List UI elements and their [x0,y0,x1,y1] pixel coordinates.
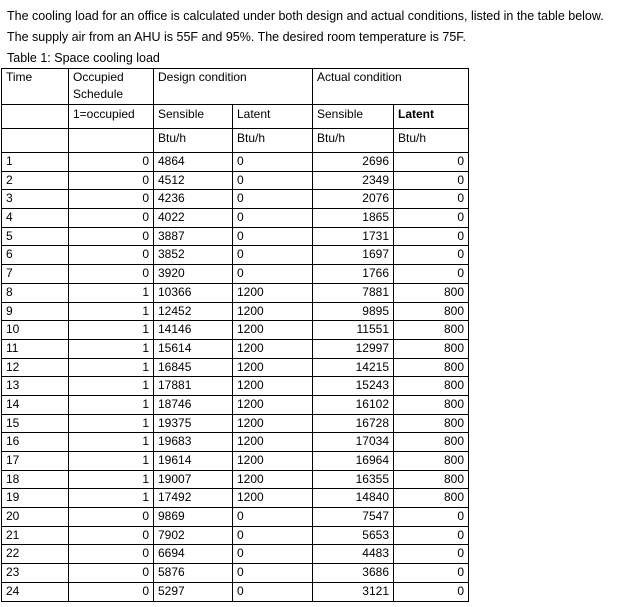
cell-actual-latent: 0 [394,564,469,583]
cell-design-latent: 0 [233,171,313,190]
cell-design-latent: 0 [233,153,313,172]
cell-design-latent: 1200 [233,452,313,471]
cell-time: 16 [2,433,69,452]
cell-actual-latent: 800 [394,302,469,321]
cell-actual-sensible: 5653 [313,526,394,545]
cell-actual-sensible: 16355 [313,470,394,489]
cell-occupied: 0 [69,227,154,246]
cell-time: 7 [2,265,69,284]
header-occupied-line1: Occupied [73,70,124,84]
cell-occupied: 1 [69,302,154,321]
cell-design-sensible: 3887 [154,227,233,246]
header-design-condition: Design condition [154,69,313,105]
cell-design-latent: 0 [233,190,313,209]
cell-time: 12 [2,358,69,377]
cell-actual-sensible: 14840 [313,489,394,508]
table-row [2,377,469,396]
cell-design-sensible: 4512 [154,171,233,190]
cell-occupied: 1 [69,489,154,508]
cell-design-latent: 1200 [233,302,313,321]
cell-actual-latent: 800 [394,283,469,302]
cell-design-latent: 1200 [233,395,313,414]
header-occupied [69,69,154,105]
table-row [2,489,469,508]
cell-design-latent: 1200 [233,377,313,396]
header-design-sensible: Sensible [154,105,233,129]
cell-actual-latent: 0 [394,582,469,601]
cell-design-sensible: 19614 [154,452,233,471]
cell-actual-latent: 800 [394,489,469,508]
header-actual-latent: Latent [394,105,469,129]
cell-occupied: 1 [69,283,154,302]
cell-occupied: 0 [69,171,154,190]
cell-occupied: 1 [69,433,154,452]
cell-occupied: 0 [69,190,154,209]
cell-occupied: 0 [69,265,154,284]
cell-design-sensible: 15614 [154,339,233,358]
table-row [2,452,469,471]
cell-time: 18 [2,470,69,489]
cell-design-sensible: 3920 [154,265,233,284]
cell-actual-sensible: 2349 [313,171,394,190]
cell-actual-sensible: 2696 [313,153,394,172]
table-row [2,526,469,545]
cell-time: 4 [2,209,69,228]
cell-design-latent: 0 [233,227,313,246]
table-row [2,582,469,601]
cell-actual-sensible: 1731 [313,227,394,246]
cell-actual-sensible: 4483 [313,545,394,564]
cell-actual-sensible: 7547 [313,508,394,527]
header-row-2 [2,105,469,129]
header-occupied-line2: Schedule [73,87,124,101]
header-occupied-blank [69,129,154,153]
cell-occupied: 0 [69,246,154,265]
header-time: Time [2,69,69,105]
cell-actual-sensible: 1766 [313,265,394,284]
cell-actual-latent: 0 [394,171,469,190]
cell-design-sensible: 9869 [154,508,233,527]
cell-design-sensible: 19683 [154,433,233,452]
table-row [2,321,469,340]
cell-design-latent: 0 [233,508,313,527]
cell-design-latent: 1200 [233,470,313,489]
cell-occupied: 1 [69,395,154,414]
cell-actual-sensible: 1865 [313,209,394,228]
cell-occupied: 1 [69,339,154,358]
cell-design-sensible: 7902 [154,526,233,545]
table-row [2,283,469,302]
cell-design-latent: 0 [233,526,313,545]
cell-design-latent: 1200 [233,321,313,340]
cell-design-latent: 0 [233,246,313,265]
header-occupied-note: 1=occupied [69,105,154,129]
cell-design-sensible: 4022 [154,209,233,228]
cell-actual-latent: 800 [394,321,469,340]
cell-time: 19 [2,489,69,508]
header-row-3 [2,129,469,153]
cell-occupied: 0 [69,526,154,545]
cell-actual-sensible: 9895 [313,302,394,321]
cell-actual-sensible: 3686 [313,564,394,583]
table-row [2,358,469,377]
table-row [2,339,469,358]
table-row [2,227,469,246]
cell-actual-sensible: 11551 [313,321,394,340]
cell-actual-sensible: 16728 [313,414,394,433]
cell-occupied: 0 [69,508,154,527]
cell-time: 5 [2,227,69,246]
cooling-load-table [1,68,469,602]
table-row [2,470,469,489]
cell-design-latent: 0 [233,582,313,601]
table-row [2,171,469,190]
cell-design-latent: 0 [233,209,313,228]
cell-actual-latent: 0 [394,508,469,527]
cell-design-sensible: 4236 [154,190,233,209]
header-actual-condition: Actual condition [313,69,469,105]
cell-design-latent: 1200 [233,358,313,377]
cell-time: 10 [2,321,69,340]
cell-time: 23 [2,564,69,583]
cell-actual-latent: 800 [394,395,469,414]
cell-design-sensible: 19375 [154,414,233,433]
header-row-1 [2,69,469,105]
cell-occupied: 0 [69,153,154,172]
cell-design-latent: 0 [233,265,313,284]
cell-design-sensible: 12452 [154,302,233,321]
cell-design-latent: 1200 [233,414,313,433]
cell-actual-latent: 0 [394,246,469,265]
cell-actual-sensible: 12997 [313,339,394,358]
cell-design-sensible: 17881 [154,377,233,396]
cell-time: 8 [2,283,69,302]
cell-occupied: 0 [69,582,154,601]
cell-actual-sensible: 2076 [313,190,394,209]
cell-actual-latent: 0 [394,190,469,209]
cell-actual-sensible: 17034 [313,433,394,452]
table-row [2,545,469,564]
cell-actual-latent: 800 [394,470,469,489]
cell-actual-sensible: 3121 [313,582,394,601]
cell-time: 3 [2,190,69,209]
cell-occupied: 1 [69,377,154,396]
header-actual-sensible-unit: Btu/h [313,129,394,153]
cell-actual-latent: 0 [394,545,469,564]
cell-time: 9 [2,302,69,321]
table-caption: Table 1: Space cooling load [7,51,160,65]
table-row [2,395,469,414]
table-row [2,508,469,527]
table-row [2,190,469,209]
table-row [2,433,469,452]
cell-time: 20 [2,508,69,527]
cell-design-latent: 0 [233,564,313,583]
header-time-blank-2 [2,129,69,153]
cell-actual-sensible: 7881 [313,283,394,302]
cell-design-latent: 1200 [233,489,313,508]
cell-occupied: 1 [69,414,154,433]
cell-time: 2 [2,171,69,190]
cell-actual-sensible: 16964 [313,452,394,471]
table-row [2,153,469,172]
header-design-latent-unit: Btu/h [233,129,313,153]
cell-actual-sensible: 15243 [313,377,394,396]
cell-actual-latent: 0 [394,526,469,545]
cell-occupied: 1 [69,321,154,340]
cell-design-sensible: 18746 [154,395,233,414]
cell-time: 17 [2,452,69,471]
header-time-blank [2,105,69,129]
cell-design-sensible: 10366 [154,283,233,302]
cell-occupied: 1 [69,358,154,377]
cell-time: 6 [2,246,69,265]
cell-occupied: 1 [69,452,154,471]
table-row [2,246,469,265]
cell-time: 22 [2,545,69,564]
table-row [2,564,469,583]
table-row [2,414,469,433]
cell-actual-latent: 800 [394,414,469,433]
cell-time: 14 [2,395,69,414]
cell-actual-latent: 800 [394,339,469,358]
header-actual-latent-unit: Btu/h [394,129,469,153]
cell-actual-sensible: 16102 [313,395,394,414]
cell-actual-latent: 800 [394,452,469,471]
cell-actual-latent: 0 [394,227,469,246]
cell-actual-latent: 800 [394,358,469,377]
cell-design-latent: 1200 [233,433,313,452]
cell-occupied: 0 [69,564,154,583]
cell-design-latent: 1200 [233,339,313,358]
cell-design-sensible: 6694 [154,545,233,564]
cell-time: 11 [2,339,69,358]
cell-actual-sensible: 1697 [313,246,394,265]
header-design-sensible-unit: Btu/h [154,129,233,153]
cell-occupied: 0 [69,545,154,564]
cell-design-latent: 1200 [233,283,313,302]
cell-design-sensible: 17492 [154,489,233,508]
cell-design-sensible: 5876 [154,564,233,583]
cell-design-sensible: 19007 [154,470,233,489]
cell-actual-sensible: 14215 [313,358,394,377]
table-row [2,302,469,321]
cell-actual-latent: 0 [394,153,469,172]
cell-actual-latent: 800 [394,377,469,396]
table-row [2,209,469,228]
cell-design-sensible: 14146 [154,321,233,340]
cell-actual-latent: 800 [394,433,469,452]
cell-time: 21 [2,526,69,545]
cell-time: 15 [2,414,69,433]
cell-design-sensible: 4864 [154,153,233,172]
cell-actual-latent: 0 [394,265,469,284]
cell-occupied: 1 [69,470,154,489]
header-actual-sensible: Sensible [313,105,394,129]
cell-design-sensible: 16845 [154,358,233,377]
cell-design-sensible: 5297 [154,582,233,601]
intro-paragraph: The cooling load for an office is calculated under both design and actual conditions, listed in the table below. The supply air from an AHU is 55F and 95%. The desired room temperature is 75F. [7,9,604,44]
cell-time: 13 [2,377,69,396]
cell-time: 24 [2,582,69,601]
cell-actual-latent: 0 [394,209,469,228]
cell-design-latent: 0 [233,545,313,564]
cell-occupied: 0 [69,209,154,228]
header-design-latent: Latent [233,105,313,129]
table-row [2,265,469,284]
cell-time: 1 [2,153,69,172]
cell-design-sensible: 3852 [154,246,233,265]
